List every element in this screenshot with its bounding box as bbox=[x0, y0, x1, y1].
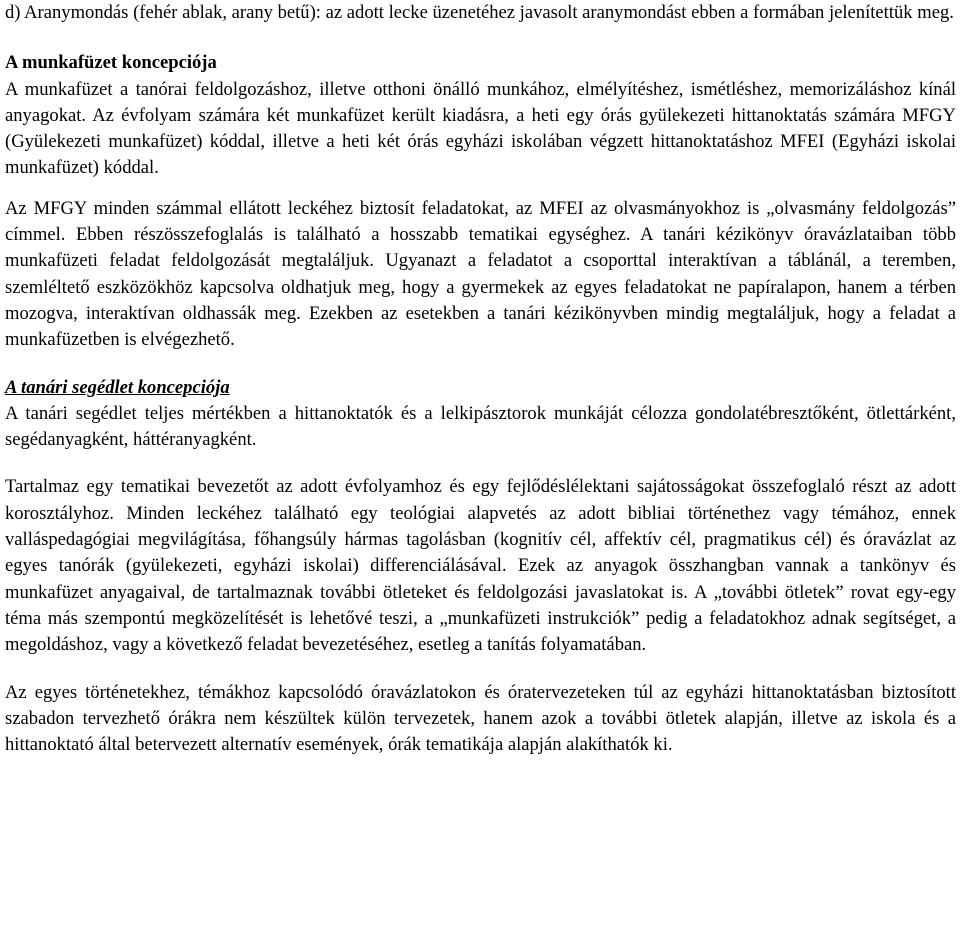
paragraph-segedlet-2: Tartalmaz egy tematikai bevezetőt az adott évfolyamhoz és egy fejlődéslélektani sajátosságokat összefoglaló részt az adott korosztályhoz. Minden leckéhez található egy teológiai alapvetés az adott bibliai történethez vagy témához, ennek valláspedagógiai megvilágítása, főhangsúly hármas tagolásban (kognitív cél, affektív cél, pragmatikus cél) és óravázlat az egyes tanórák (gyülekezeti, egyházi iskolai) differenciálásával. Ezek az anyagok összhangban vannak a tankönyv és munkafüzet anyagaival, de tartalmaznak további ötleteket és feldolgozási javaslatokat is. A „további ötletek” rovat egy-egy téma más szempontú megközelítését is lehetővé teszi, a „munkafüzeti instrukciók” pedig a feladatokhoz adnak segítséget, a megoldáshoz, vagy a következő feladat bevezetéséhez, esetleg a tanítás folyamatában. bbox=[5, 476, 956, 656]
section-heading-munkafuzet: A munkafüzet koncepciója bbox=[5, 52, 217, 74]
paragraph-segedlet-3: Az egyes történetekhez, témákhoz kapcsolódó óravázlatokon és óratervezeteken túl az egyházi hittanoktatásban biztosított szabadon tervezhető órákra nem készültek külön tervezetek, hanem azok a további ötletek alapján, illetve az iskola és a hittanoktató által betervezett alternatív események, órák tematikája alapján alakíthatók ki. bbox=[5, 681, 956, 756]
paragraph-munkafuzet-2: Az MFGY minden számmal ellátott leckéhez biztosít feladatokat, az MFEI az olvasmányokhoz is „olvasmány feldolgozás” címmel. Ebben részösszefoglalás is található a hosszabb tematikai egységhez. A tanári kézikönyv óravázlataiban több munkafüzeti feladat feldolgozását megtaláljuk. Ugyanazt a feladatot a csoporttal interaktívan a táblánál, a teremben, szemléltető eszközökhöz kapcsolva oldhatjuk meg, hogy a gyermekek az egyes feladatokat ne papíralapon, hanem a térben mozogva, interaktívan oldhassák meg. Ezekben az esetekben a tanári kézikönyvben mindig megtaláljuk, hogy a feladat a munkafüzetben is elvégezhető. bbox=[5, 197, 956, 351]
document-page bbox=[5, 0, 956, 758]
section-segedlet bbox=[5, 375, 956, 759]
list-item-d: d) Aranymondás (fehér ablak, arany betű): az adott lecke üzenetéhez javasolt aranymondást ebben a formában jelenítettük meg. bbox=[5, 2, 954, 23]
paragraph-munkafuzet-1: A munkafüzet a tanórai feldolgozáshoz, illetve otthoni önálló munkához, elmélyítéshez, ismétléshez, memorizáláshoz kínál anyagokat. Az évfolyam számára két munkafüzet került kiadásra, a heti egy órás gyülekezeti hittanoktatás számára MFGY (Gyülekezeti munkafüzet) kóddal, illetve a heti két órás egyházi iskolában végzett hittanoktatáshoz MFEI (Egyházi iskolai munkafüzet) kóddal. bbox=[5, 78, 956, 179]
section-munkafuzet bbox=[5, 50, 956, 353]
paragraph-segedlet-1: A tanári segédlet teljes mértékben a hittanoktatók és a lelkipásztorok munkáját célozza gondolatébresztőként, ötlettárként, segédanyagként, háttéranyagként. bbox=[5, 402, 956, 451]
section-heading-segedlet: A tanári segédlet koncepciója bbox=[5, 376, 230, 398]
